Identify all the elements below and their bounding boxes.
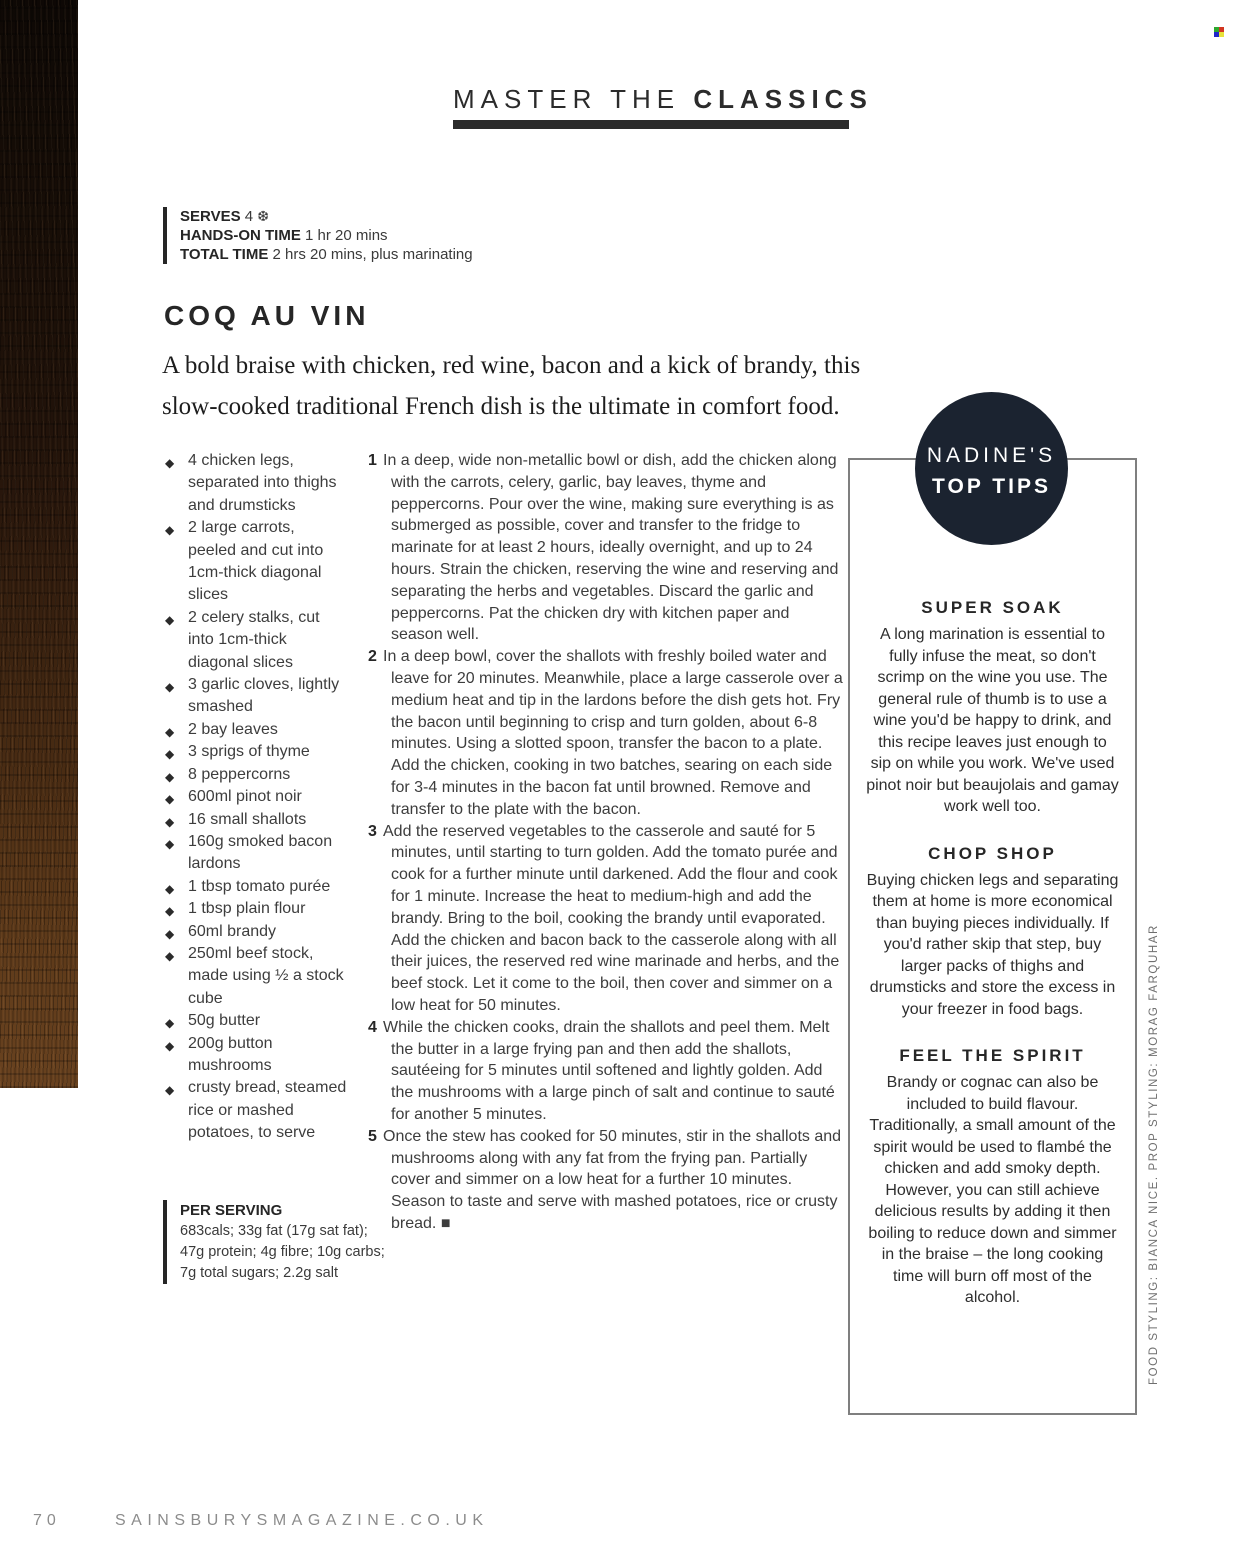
diamond-bullet-icon: ◆ bbox=[165, 1038, 175, 1053]
per-serving-heading: PER SERVING bbox=[180, 1202, 283, 1219]
serves-line: SERVES 4 ❆ bbox=[180, 208, 270, 225]
top-tips-box bbox=[848, 458, 1137, 1415]
diamond-bullet-icon: ◆ bbox=[165, 904, 175, 919]
diamond-bullet-icon: ◆ bbox=[165, 680, 175, 695]
diamond-bullet-icon: ◆ bbox=[165, 1083, 175, 1098]
diamond-bullet-icon: ◆ bbox=[165, 836, 175, 851]
section-masthead bbox=[453, 84, 873, 115]
ingredient-item: ◆ 2 bay leaves bbox=[165, 719, 347, 741]
badge-name: NADINE'S bbox=[926, 444, 1057, 467]
ingredient-item: ◆ 8 peppercorns bbox=[165, 764, 347, 786]
masthead-light: MASTER THE bbox=[453, 84, 681, 114]
diamond-bullet-icon: ◆ bbox=[165, 814, 175, 829]
tip-body: Buying chicken legs and separating them at home is more economical than buying pieces individually. If you'd rather skip that step, buy larger packs of thighs and drumsticks and store the excess in your freezer in food bags. bbox=[866, 871, 1119, 1018]
recipe-meta bbox=[163, 207, 473, 264]
per-serving-block bbox=[163, 1200, 390, 1284]
ingredient-item: ◆ 1 tbsp plain flour bbox=[165, 898, 347, 920]
ingredient-item: ◆ 16 small shallots bbox=[165, 809, 347, 831]
recipe-intro: A bold braise with chicken, red wine, bacon and a kick of brandy, this slow-cooked traditional French dish is the ultimate in comfort food. bbox=[162, 352, 861, 420]
ingredient-item: ◆ 250ml beef stock, made using ½ a stock cube bbox=[165, 944, 344, 1007]
ingredient-item: ◆ 3 sprigs of thyme bbox=[165, 741, 347, 763]
diamond-bullet-icon: ◆ bbox=[165, 948, 175, 963]
diamond-bullet-icon: ◆ bbox=[165, 769, 175, 784]
color-squares-icon bbox=[1214, 27, 1224, 37]
diamond-bullet-icon: ◆ bbox=[165, 747, 175, 762]
diamond-bullet-icon: ◆ bbox=[165, 881, 175, 896]
page-number: 70 bbox=[33, 1512, 61, 1529]
page-footer bbox=[33, 1512, 489, 1530]
masthead-underline bbox=[453, 120, 849, 129]
ingredient-item: ◆ 600ml pinot noir bbox=[165, 786, 347, 808]
ingredient-item: ◆ 1 tbsp tomato purée bbox=[165, 876, 347, 898]
diamond-bullet-icon: ◆ bbox=[165, 456, 175, 470]
ingredient-item: ◆ 60ml brandy bbox=[165, 921, 347, 943]
badge-title: TOP TIPS bbox=[932, 475, 1051, 498]
diamond-bullet-icon: ◆ bbox=[165, 792, 175, 807]
method-step: 5 Once the stew has cooked for 50 minutes, stir in the shallots and mushrooms along with any fat from the frying pan. Partially cover and simmer on a low heat for a further 10 minutes. Season to taste and serve with mashed potatoes, rice or crusty bread. ■ bbox=[368, 1127, 842, 1232]
diamond-bullet-icon: ◆ bbox=[165, 1016, 175, 1031]
ingredient-item: ◆ 160g smoked bacon lardons bbox=[165, 832, 333, 873]
diamond-bullet-icon: ◆ bbox=[165, 523, 175, 538]
total-time-line: TOTAL TIME 2 hrs 20 mins, plus marinating bbox=[180, 246, 473, 263]
tip-heading: SUPER SOAK bbox=[921, 598, 1064, 617]
tip-heading: CHOP SHOP bbox=[928, 843, 1057, 863]
hands-on-line: HANDS-ON TIME 1 hr 20 mins bbox=[180, 227, 388, 244]
method-step: 2 In a deep bowl, cover the shallots with freshly boiled water and leave for 20 minutes. Meanwhile, place a large casserole over a medium heat and tip in the lardons before the dish gets hot. Fry the bacon until beginning to crisp and turn golden, about 6-8 minutes. Using a slotted spoon, transfer the bacon to a plate. Add the chicken, cooking in two batches, searing on each side for 3-4 minutes in the bacon fat until browned. Remove and transfer to the plate with the bacon. bbox=[368, 648, 843, 818]
diamond-bullet-icon: ◆ bbox=[165, 612, 175, 627]
top-tips-badge bbox=[915, 392, 1068, 545]
magazine-site-url: SAINSBURYSMAGAZINE.CO.UK bbox=[115, 1512, 489, 1529]
ingredient-item: ◆ 2 large carrots, peeled and cut into 1cm-thick diagonal slices bbox=[165, 519, 324, 604]
masthead-bold: CLASSICS bbox=[693, 84, 873, 114]
method-step: 1 In a deep, wide non-metallic bowl or dish, add the chicken along with the carrots, celery, garlic, bay leaves, thyme and peppercorns. Pour over the wine, making sure everything is as submerged as possible, cover and transfer to the fridge to marinate for at least 2 hours, ideally overnight, and up to 24 hours. Strain the chicken, reserving the wine and reserving and separating the herbs and vegetables. Discard the garlic and peppercorns. Pat the chicken dry with kitchen paper and season well. bbox=[368, 452, 839, 644]
freeze-icon: ❆ bbox=[257, 208, 270, 224]
wood-texture-strip bbox=[0, 0, 78, 1088]
ingredient-item: ◆ 2 celery stalks, cut into 1cm-thick diagonal slices bbox=[165, 608, 320, 671]
method-steps bbox=[368, 450, 844, 1235]
diamond-bullet-icon: ◆ bbox=[165, 724, 175, 739]
recipe-title: COQ AU VIN bbox=[164, 300, 370, 331]
ingredient-item: ◆ crusty bread, steamed rice or mashed potatoes, to serve bbox=[165, 1079, 347, 1142]
ingredient-item: ◆ 200g button mushrooms bbox=[165, 1034, 273, 1074]
tip-heading: FEEL THE SPIRIT bbox=[899, 1046, 1086, 1065]
ingredient-item: ◆ 3 garlic cloves, lightly smashed bbox=[165, 676, 340, 716]
method-step: 3 Add the reserved vegetables to the casserole and sauté for 5 minutes, until starting to turn golden. Add the tomato purée and cook for a further minute until darkened. Add the flour and cook for 1 minute. Increase the heat to medium-high and add the brandy. Bring to the boil, cooking the brandy until evaporated. Add the chicken and bacon back to the casserole along with all their juices, the reserved red wine marinade and herbs, and the beef stock. Let it come to the boil, then cover and simmer on a low heat for 50 minutes. bbox=[368, 822, 840, 1014]
tip-body: Brandy or cognac can also be included to build flavour. Traditionally, a small amount of the spirit would be used to flambé the chicken and add smoky depth. However, you can still achieve delicious results by adding it then boiling to reduce down and simmer in the braise – the long cooking time will burn off most of the alcohol. bbox=[868, 1074, 1117, 1306]
per-serving-values: 683cals; 33g fat (17g sat fat); 47g protein; 4g fibre; 10g carbs; 7g total sugars; 2.2g salt bbox=[180, 1223, 385, 1281]
diamond-bullet-icon: ◆ bbox=[165, 926, 175, 941]
tip-body: A long marination is essential to fully infuse the meat, so don't scrimp on the wine you use. The general rule of thumb is to use a wine you'd be happy to drink, and this recipe leaves just enough to sip on while you work. We've used pinot noir but beaujolais and gamay work well too. bbox=[866, 626, 1119, 815]
ingredient-item: ◆ 50g butter bbox=[165, 1010, 347, 1032]
styling-credit: FOOD STYLING: BIANCA NICE. PROP STYLING: MORAG FARQUHAR bbox=[1148, 924, 1160, 1385]
ingredients-list bbox=[165, 450, 347, 1145]
method-step: 4 While the chicken cooks, drain the shallots and peel them. Melt the butter in a large frying pan and then add the shallots, sautéeing for 5 minutes until softened and lightly golden. Add the mushrooms with a large pinch of salt and continue to sauté for another 5 minutes. bbox=[368, 1018, 835, 1123]
ingredient-item: ◆ 4 chicken legs, separated into thighs and drumsticks bbox=[165, 452, 337, 514]
